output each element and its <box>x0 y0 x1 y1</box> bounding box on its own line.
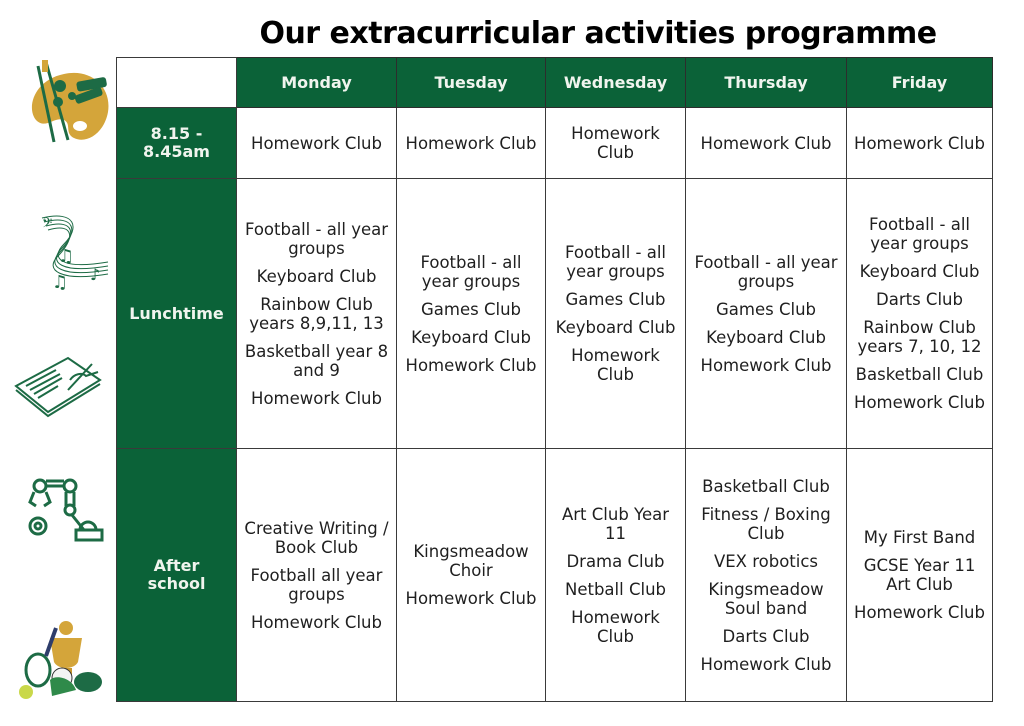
cell-wednesday <box>546 179 686 449</box>
cell-wednesday <box>546 108 686 179</box>
svg-text:♫: ♫ <box>52 272 69 293</box>
sports-trophy-icon <box>16 618 106 700</box>
activity-item: Homework Club <box>251 133 382 153</box>
activity-item: Games Club <box>716 299 816 319</box>
cell-tuesday <box>397 108 546 179</box>
activity-item: Homework Club <box>700 654 832 674</box>
activity-item: Homework Club <box>251 388 382 408</box>
activity-item: Football - all year groups <box>244 219 389 258</box>
cell-thursday <box>686 179 847 449</box>
activity-item: Games Club <box>565 290 666 309</box>
cell-thursday <box>686 108 847 179</box>
activity-item: Homework Club <box>405 133 537 153</box>
table-row-after-school <box>117 449 993 702</box>
activity-item: Football - all year groups <box>564 243 667 281</box>
activity-item: Football - all year groups <box>694 252 838 291</box>
day-header-tuesday: Tuesday <box>397 58 546 108</box>
writing-book-icon <box>12 350 104 420</box>
table-row-morning <box>117 108 993 179</box>
activity-item: Darts Club <box>722 626 810 646</box>
activity-item: Kingsmeadow Choir <box>413 542 529 580</box>
header-row <box>117 58 993 108</box>
activity-item: Games Club <box>421 299 521 319</box>
cell-friday <box>847 449 993 702</box>
activities-timetable <box>116 57 993 702</box>
activity-item: Basketball Club <box>702 476 830 496</box>
activity-item: GCSE Year 11 Art Club <box>863 556 976 594</box>
day-header-wednesday: Wednesday <box>546 58 686 108</box>
page-title: Our extracurricular activities programme <box>259 16 937 51</box>
cell-tuesday <box>397 179 546 449</box>
activity-item: Football - all year groups <box>420 252 522 291</box>
activity-item: Football - all year groups <box>868 215 971 253</box>
corner-cell <box>117 58 237 108</box>
cell-monday <box>237 179 397 449</box>
cell-monday <box>237 108 397 179</box>
activity-item: My First Band <box>863 528 976 547</box>
activity-item: Homework Club <box>405 355 537 375</box>
table-row-lunchtime <box>117 179 993 449</box>
activity-item: Homework Club <box>854 603 985 622</box>
activity-item: Homework Club <box>571 607 660 646</box>
cell-friday <box>847 179 993 449</box>
activity-item: Keyboard Club <box>256 266 377 286</box>
activity-item: Rainbow Club years 8,9,11, 13 <box>249 294 384 333</box>
activity-item: VEX robotics <box>713 551 819 571</box>
activity-item: Basketball Club <box>855 365 984 384</box>
activity-item: Homework Club <box>251 612 382 632</box>
activity-item: Fitness / Boxing Club <box>701 504 831 543</box>
time-slot-label: Lunchtime <box>117 179 237 449</box>
svg-text:♪: ♪ <box>90 265 101 284</box>
robot-arm-icon <box>24 474 104 546</box>
cell-wednesday <box>546 449 686 702</box>
activity-item: Keyboard Club <box>859 262 980 281</box>
activity-item: Keyboard Club <box>706 327 826 347</box>
activity-item: Homework Club <box>854 133 985 153</box>
cell-tuesday <box>397 449 546 702</box>
time-slot-label: 8.15 - 8.45am <box>117 108 237 179</box>
activity-item: Football all year groups <box>250 565 383 604</box>
activity-item: Creative Writing / Book Club <box>244 518 389 557</box>
activity-item: Keyboard Club <box>555 318 676 337</box>
activity-item: Kingsmeadow Soul band <box>708 579 824 618</box>
cell-thursday <box>686 449 847 702</box>
activity-item: Art Club Year 11 <box>561 504 669 543</box>
cell-friday <box>847 108 993 179</box>
activity-item: Keyboard Club <box>411 327 531 347</box>
day-header-friday: Friday <box>847 58 993 108</box>
activity-item: Homework Club <box>854 393 985 412</box>
day-header-thursday: Thursday <box>686 58 847 108</box>
activity-item: Homework Club <box>700 355 832 375</box>
activity-item: Netball Club <box>565 579 666 599</box>
activity-item: Homework Club <box>405 589 537 608</box>
cell-monday <box>237 449 397 702</box>
art-palette-icon <box>24 60 116 148</box>
svg-text:𝄢: 𝄢 <box>42 215 53 234</box>
activity-item: Homework Club <box>700 133 832 153</box>
activity-item: Drama Club <box>566 551 665 571</box>
activity-item: Basketball year 8 and 9 <box>244 341 389 380</box>
music-notes-icon <box>36 210 112 294</box>
activity-item: Darts Club <box>876 290 963 309</box>
svg-text:♫: ♫ <box>58 246 75 267</box>
day-header-monday: Monday <box>237 58 397 108</box>
activity-item: Homework Club <box>571 346 660 384</box>
time-slot-label: After school <box>117 449 237 702</box>
activity-item: Rainbow Club years 7, 10, 12 <box>857 318 982 356</box>
activity-item: Homework Club <box>571 124 660 162</box>
